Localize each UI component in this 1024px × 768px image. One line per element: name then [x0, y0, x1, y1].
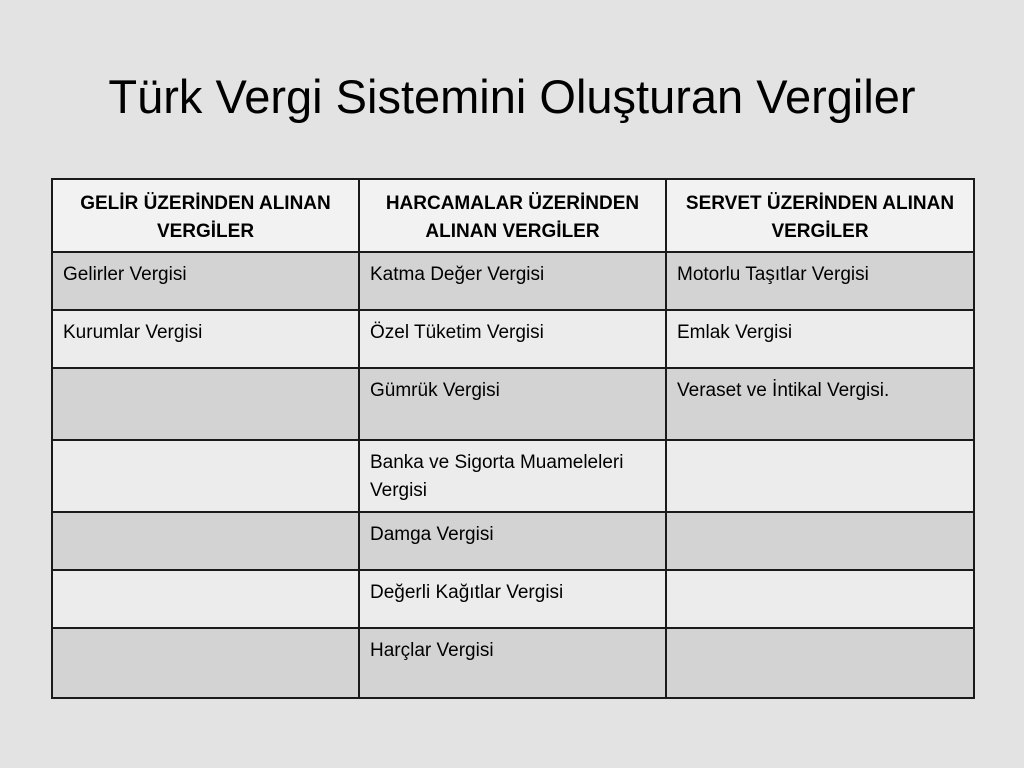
header-income-taxes: GELİR ÜZERİNDEN ALINAN VERGİLER	[52, 179, 359, 252]
table-cell	[52, 628, 359, 698]
table-row	[52, 368, 974, 440]
table-cell	[52, 440, 359, 512]
table-cell: Özel Tüketim Vergisi	[359, 310, 666, 368]
tax-table	[51, 178, 975, 699]
table-row	[52, 512, 974, 570]
table-cell: Emlak Vergisi	[666, 310, 974, 368]
table-cell: Banka ve Sigorta Muameleleri Vergisi	[359, 440, 666, 512]
table-header-row	[52, 179, 974, 252]
table-cell	[666, 440, 974, 512]
table-cell: Gümrük Vergisi	[359, 368, 666, 440]
table-row	[52, 310, 974, 368]
table-cell: Harçlar Vergisi	[359, 628, 666, 698]
table-cell	[52, 512, 359, 570]
header-wealth-taxes: SERVET ÜZERİNDEN ALINAN VERGİLER	[666, 179, 974, 252]
table-row	[52, 628, 974, 698]
table-cell: Değerli Kağıtlar Vergisi	[359, 570, 666, 628]
table-cell	[52, 570, 359, 628]
table-row	[52, 440, 974, 512]
table-cell: Kurumlar Vergisi	[52, 310, 359, 368]
table-cell: Katma Değer Vergisi	[359, 252, 666, 310]
table-cell	[666, 570, 974, 628]
table-cell	[666, 628, 974, 698]
table-cell: Damga Vergisi	[359, 512, 666, 570]
table-row	[52, 252, 974, 310]
table-cell: Gelirler Vergisi	[52, 252, 359, 310]
table-cell: Motorlu Taşıtlar Vergisi	[666, 252, 974, 310]
table-cell	[52, 368, 359, 440]
table-cell: Veraset ve İntikal Vergisi.	[666, 368, 974, 440]
table-cell	[666, 512, 974, 570]
table-row	[52, 570, 974, 628]
header-expenditure-taxes: HARCAMALAR ÜZERİNDEN ALINAN VERGİLER	[359, 179, 666, 252]
slide-title: Türk Vergi Sistemini Oluşturan Vergiler	[108, 70, 916, 123]
